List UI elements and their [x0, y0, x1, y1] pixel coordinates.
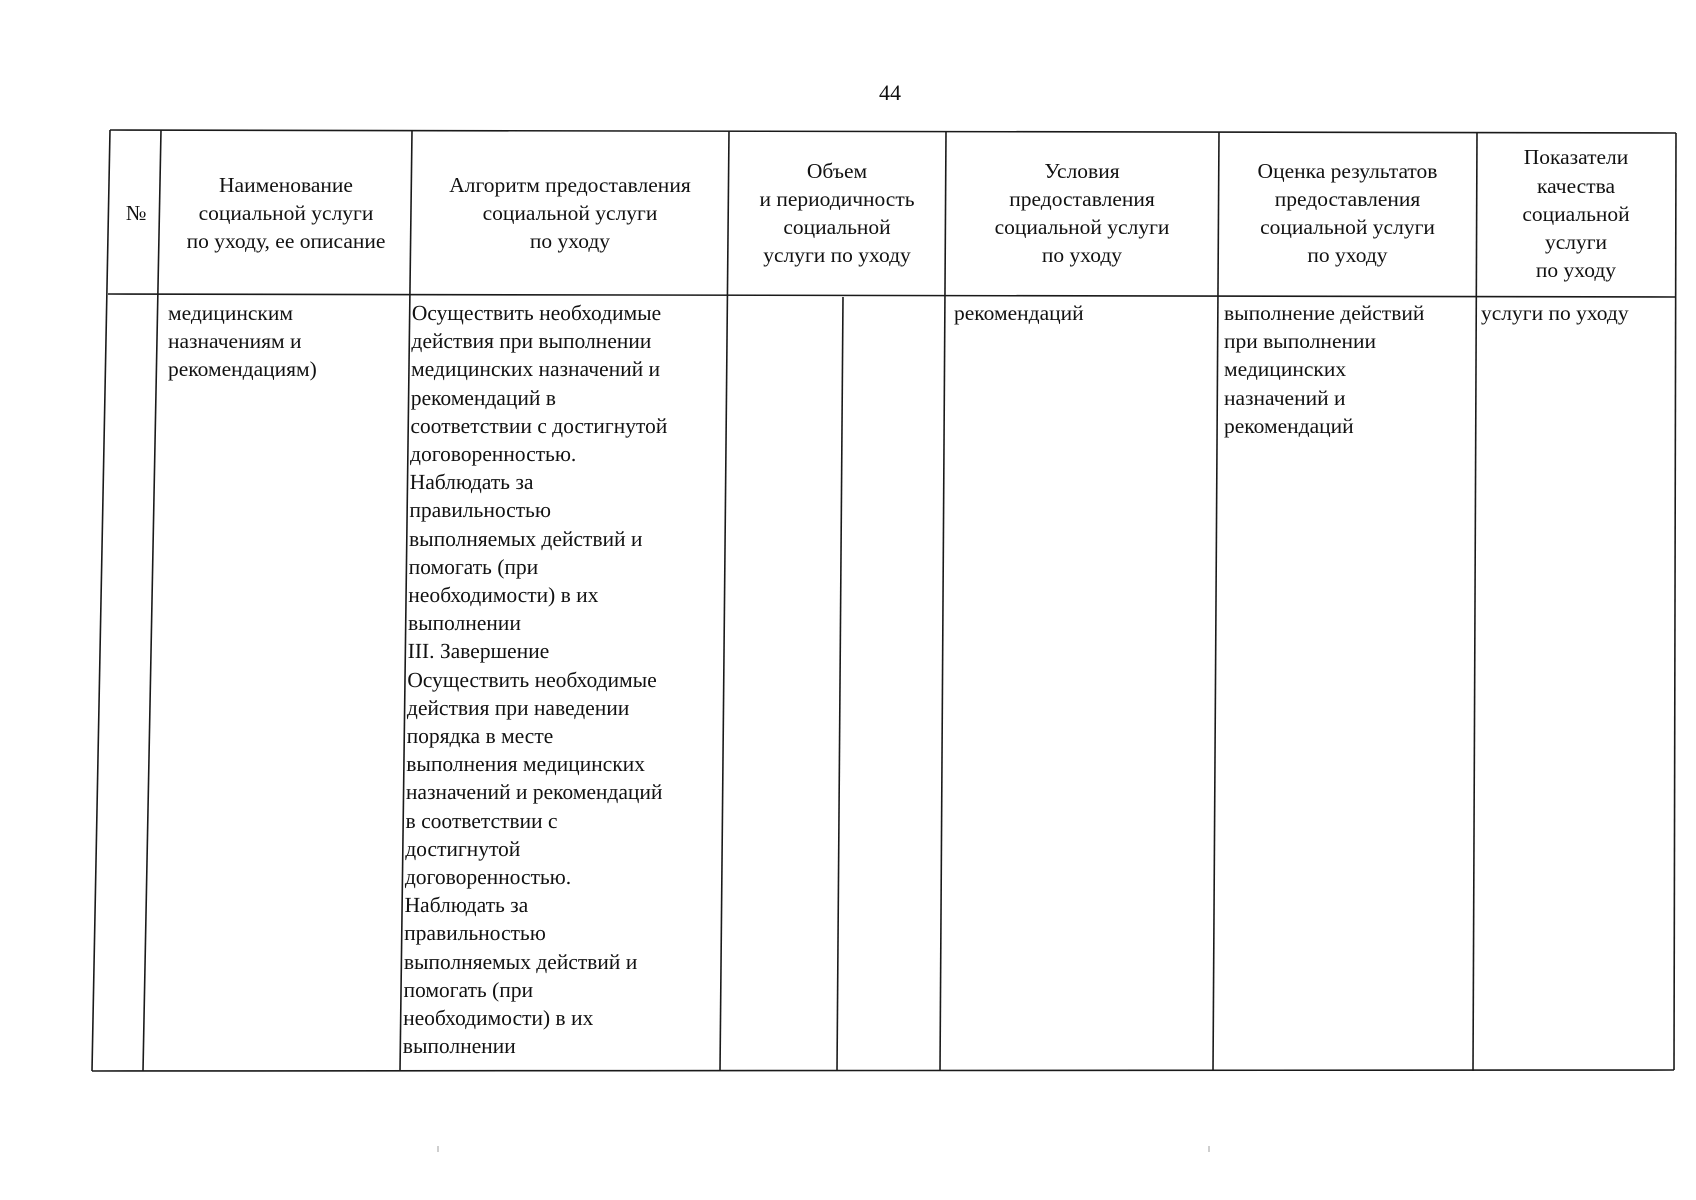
row-evaluation: выполнение действий при выполнении медицинских назначений и рекомендаций	[1224, 301, 1425, 438]
row-conditions: рекомендаций	[954, 301, 1084, 325]
header-evaluation: Оценка результатов предоставления социальной услуги по уходу	[1257, 158, 1438, 268]
row-algorithm: Осуществить необходимые действия при выполнении медицинских назначений и рекомендаций в соответствии с достигнутой договоренностью. Наблюдать за правильностью выполняемых действий и помогать (при необходимости) в их выполнении III. Завершение Осуществить необходимые действия при наведении порядка в месте выполнения медицинских назначений и рекомендаций в соответствии с достигнутой договоренностью. Наблюдать за правильностью выполняемых действий и помогать (при необходимости) в их выполнении	[402, 301, 668, 1059]
col-line-0	[92, 130, 110, 1071]
header-bottom-border	[108, 294, 1676, 297]
table-bottom-border	[92, 1070, 1674, 1071]
scan-artifact	[437, 1146, 439, 1152]
col-line-7	[1674, 133, 1676, 1070]
col-line-3b	[837, 297, 843, 1071]
header-volume-periodicity: Объем и периодичность социальной услуги по уходу	[759, 158, 915, 268]
row-service-name: медицинским назначениям и рекомендациям)	[168, 301, 317, 382]
header-algorithm: Алгоритм предоставления социальной услуги по уходу	[449, 172, 691, 254]
header-conditions: Условия предоставления социальной услуги по уходу	[994, 158, 1170, 268]
header-quality-indicators: Показатели качества социальной услуги по уходу	[1522, 145, 1630, 283]
header-service-name: Наименование социальной услуги по уходу, ее описание	[186, 172, 386, 254]
row-quality-indicators: услуги по уходу	[1481, 301, 1629, 325]
page-number: 44	[879, 80, 901, 105]
header-num: №	[125, 200, 147, 225]
scan-artifact	[1208, 1146, 1210, 1152]
table-top-border	[110, 130, 1676, 133]
